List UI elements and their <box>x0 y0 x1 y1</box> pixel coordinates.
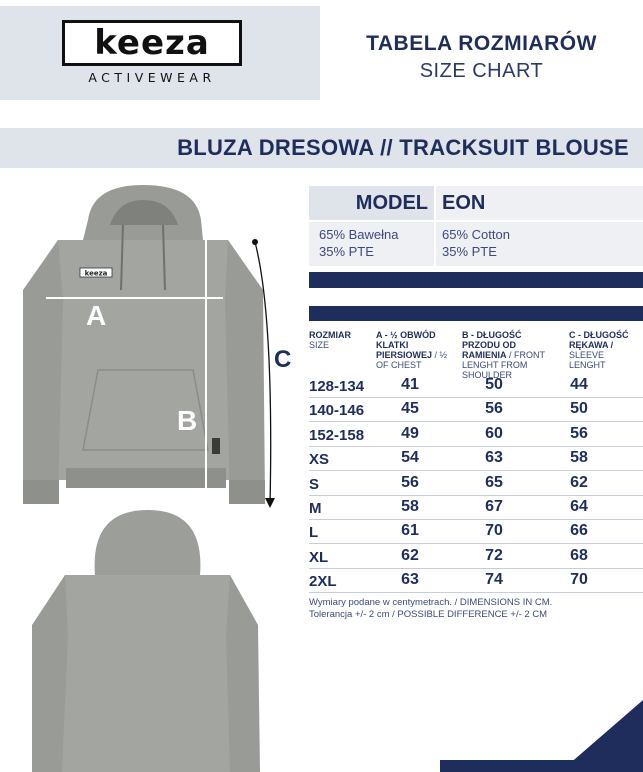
brand-logo <box>62 20 242 66</box>
length-cell: 67 <box>485 498 503 515</box>
length-cell: 60 <box>485 424 503 442</box>
table-row <box>309 398 643 422</box>
chest-cell: 49 <box>401 424 419 442</box>
divider-bar <box>309 272 643 288</box>
table-row <box>309 569 643 593</box>
page-title-pl: TABELA ROZMIARÓW <box>366 32 597 55</box>
length-cell: 72 <box>485 546 503 564</box>
column-header-sub: SLEEVE LENGHT <box>569 350 606 370</box>
column-header-c <box>569 330 641 370</box>
sleeve-cell: 58 <box>570 449 588 467</box>
brand-logo-text: keeza <box>94 23 210 63</box>
column-header-a <box>376 330 458 370</box>
column-header-size <box>309 330 369 350</box>
table-row <box>309 472 643 496</box>
size-cell: XS <box>309 451 330 469</box>
chest-cell: 54 <box>401 449 419 467</box>
size-cell: 140-146 <box>309 402 365 420</box>
product-title: BLUZA DRESOWA // TRACKSUIT BLOUSE <box>177 135 629 160</box>
material-en-line: 35% PTE <box>442 244 497 259</box>
hoodie-front-image <box>18 180 268 510</box>
sleeve-measure-arrow <box>250 236 280 516</box>
sleeve-cell: 68 <box>570 546 588 564</box>
garment-chest-logo: keeza <box>84 269 108 278</box>
length-cell: 70 <box>485 522 503 540</box>
column-header-sub: / ½ OF CHEST <box>376 350 448 370</box>
measure-label-a: A <box>86 300 107 331</box>
size-note: Tolerancja +/- 2 cm / POSSIBLE DIFFERENCE +/- 2 CM <box>309 609 548 620</box>
size-cell: XL <box>309 548 329 566</box>
size-note: Wymiary podane w centymetrach. / DIMENSIONS IN CM. <box>309 597 553 608</box>
column-header-b <box>462 330 560 380</box>
table-row <box>309 423 643 447</box>
length-cell: 63 <box>485 449 503 467</box>
page-title-en: SIZE CHART <box>419 60 544 82</box>
column-header-bold: C - DŁUGOŚĆ RĘKAWA / <box>569 330 629 350</box>
material-en <box>436 222 643 266</box>
sleeve-cell: 66 <box>570 522 588 540</box>
chest-cell: 56 <box>401 473 419 491</box>
column-header-bold: ROZMIAR <box>309 330 351 340</box>
chest-cell: 58 <box>401 498 419 515</box>
table-row <box>309 496 643 520</box>
sleeve-cell: 56 <box>570 424 588 442</box>
table-row <box>309 545 643 569</box>
hoodie-back-image <box>30 505 260 772</box>
length-cell: 50 <box>485 376 503 393</box>
size-cell: S <box>309 475 320 493</box>
model-value: EON <box>436 186 643 220</box>
size-cell: M <box>309 500 322 517</box>
column-header-bold: B - DŁUGOŚĆ PRZODU OD RAMIENIA <box>462 330 522 360</box>
footer-bar <box>440 760 643 772</box>
table-row <box>309 520 643 544</box>
chest-cell: 61 <box>401 522 419 540</box>
material-pl <box>309 222 434 266</box>
sleeve-cell: 62 <box>570 473 588 491</box>
material-en-line: 65% Cotton <box>442 227 510 242</box>
chest-cell: 62 <box>401 546 419 564</box>
length-cell: 74 <box>485 571 503 589</box>
size-cell: 128-134 <box>309 378 365 395</box>
table-row <box>309 374 643 398</box>
column-header-sub: / FRONT LENGHT FROM SHOULDER <box>462 350 545 380</box>
table-row <box>309 447 643 471</box>
divider-bar <box>309 306 643 321</box>
chest-cell: 63 <box>401 571 419 589</box>
sleeve-cell: 70 <box>570 571 588 589</box>
material-pl-line: 35% PTE <box>319 244 374 259</box>
length-cell: 56 <box>485 400 503 418</box>
chest-cell: 41 <box>401 376 419 393</box>
column-header-sub: SIZE <box>309 340 330 350</box>
sleeve-cell: 50 <box>570 400 588 418</box>
material-pl-line: 65% Bawełna <box>319 227 399 242</box>
sleeve-cell: 44 <box>570 376 588 393</box>
size-cell: 2XL <box>309 573 337 591</box>
measure-label-b: B <box>177 405 198 436</box>
measure-label-c: C <box>274 346 292 373</box>
size-cell: L <box>309 524 319 542</box>
column-header-bold: A - ½ OBWÓD KLATKI PIERSIOWEJ <box>376 330 436 360</box>
size-notes <box>309 597 552 621</box>
chest-cell: 45 <box>401 400 419 418</box>
model-label: MODEL <box>309 186 434 220</box>
size-cell: 152-158 <box>309 426 365 444</box>
brand-tagline: ACTIVEWEAR <box>88 70 216 85</box>
length-cell: 65 <box>485 473 503 491</box>
sleeve-cell: 64 <box>570 498 588 515</box>
